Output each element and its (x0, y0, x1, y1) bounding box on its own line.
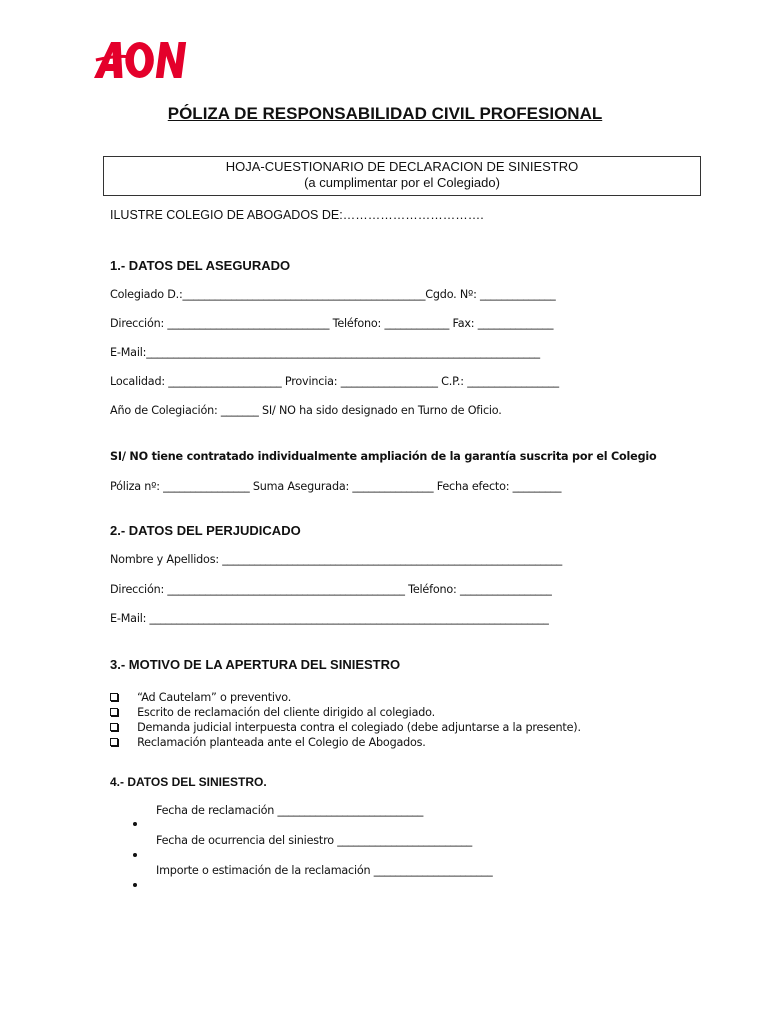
checkbox-icon[interactable] (110, 723, 118, 731)
email-asegurado-field[interactable]: E-Mail:_________________________________________________________________________ (110, 346, 540, 359)
section1-title: 1.- DATOS DEL ASEGURADO (110, 258, 291, 273)
garantia-statement: SI/ NO tiene contratado individualmente ampliación de la garantía suscrita por el Colegio (110, 450, 657, 463)
bullet-icon (133, 842, 137, 861)
checkbox-icon[interactable] (110, 708, 118, 716)
nombre-perjudicado-field[interactable]: Nombre y Apellidos: _______________________________________________________________ (110, 553, 563, 566)
bullet-icon (133, 872, 137, 891)
motivo-option-label: Escrito de reclamación del cliente dirigido al colegiado. (137, 706, 435, 719)
fecha-ocurrencia-field[interactable]: Fecha de ocurrencia del siniestro _________________________ (156, 834, 473, 847)
motivo-option-label: Demanda judicial interpuesta contra el colegiado (debe adjuntarse a la presente). (137, 721, 581, 734)
section2-title: 2.- DATOS DEL PERJUDICADO (110, 523, 301, 538)
poliza-field[interactable]: Póliza nº: ________________ Suma Asegurada: _______________ Fecha efecto: _________ (110, 480, 562, 493)
colegio-field[interactable]: ILUSTRE COLEGIO DE ABOGADOS DE:……………………………. (110, 208, 484, 222)
form-header-line2: (a cumplimentar por el Colegiado) (304, 175, 500, 190)
direccion-perjudicado-field[interactable]: Dirección: ____________________________________________ Teléfono: _________________ (110, 583, 552, 596)
form-header-line1: HOJA-CUESTIONARIO DE DECLARACION DE SINIESTRO (225, 159, 579, 174)
form-header-box (103, 156, 701, 196)
bullet-icon (133, 811, 137, 830)
page-title: PÓLIZA DE RESPONSABILIDAD CIVIL PROFESIONAL (167, 104, 603, 123)
aon-logo-mark (94, 40, 189, 80)
direccion-asegurado-field[interactable]: Dirección: ______________________________ Teléfono: ____________ Fax: ______________ (110, 317, 554, 330)
anio-colegiacion-field[interactable]: Año de Colegiación: _______ SI/ NO ha sido designado en Turno de Oficio. (110, 404, 502, 417)
colegiado-field[interactable]: Colegiado D.:_____________________________________________Cgdo. Nº: ______________ (110, 288, 556, 301)
motivo-option-label: Reclamación planteada ante el Colegio de Abogados. (137, 736, 426, 749)
importe-reclamacion-field[interactable]: Importe o estimación de la reclamación ______________________ (156, 864, 493, 877)
fecha-reclamacion-field[interactable]: Fecha de reclamación ___________________________ (156, 804, 424, 817)
section3-title: 3.- MOTIVO DE LA APERTURA DEL SINIESTRO (110, 657, 401, 672)
checkbox-icon[interactable] (110, 693, 118, 701)
motivo-option-label: “Ad Cautelam” o preventivo. (137, 691, 292, 704)
localidad-field[interactable]: Localidad: _____________________ Provincia: __________________ C.P.: _________________ (110, 375, 559, 388)
checkbox-icon[interactable] (110, 738, 118, 746)
email-perjudicado-field[interactable]: E-Mail: __________________________________________________________________________ (110, 612, 549, 625)
section4-title: 4.- DATOS DEL SINIESTRO. (110, 775, 267, 789)
motivo-option[interactable] (110, 731, 426, 750)
